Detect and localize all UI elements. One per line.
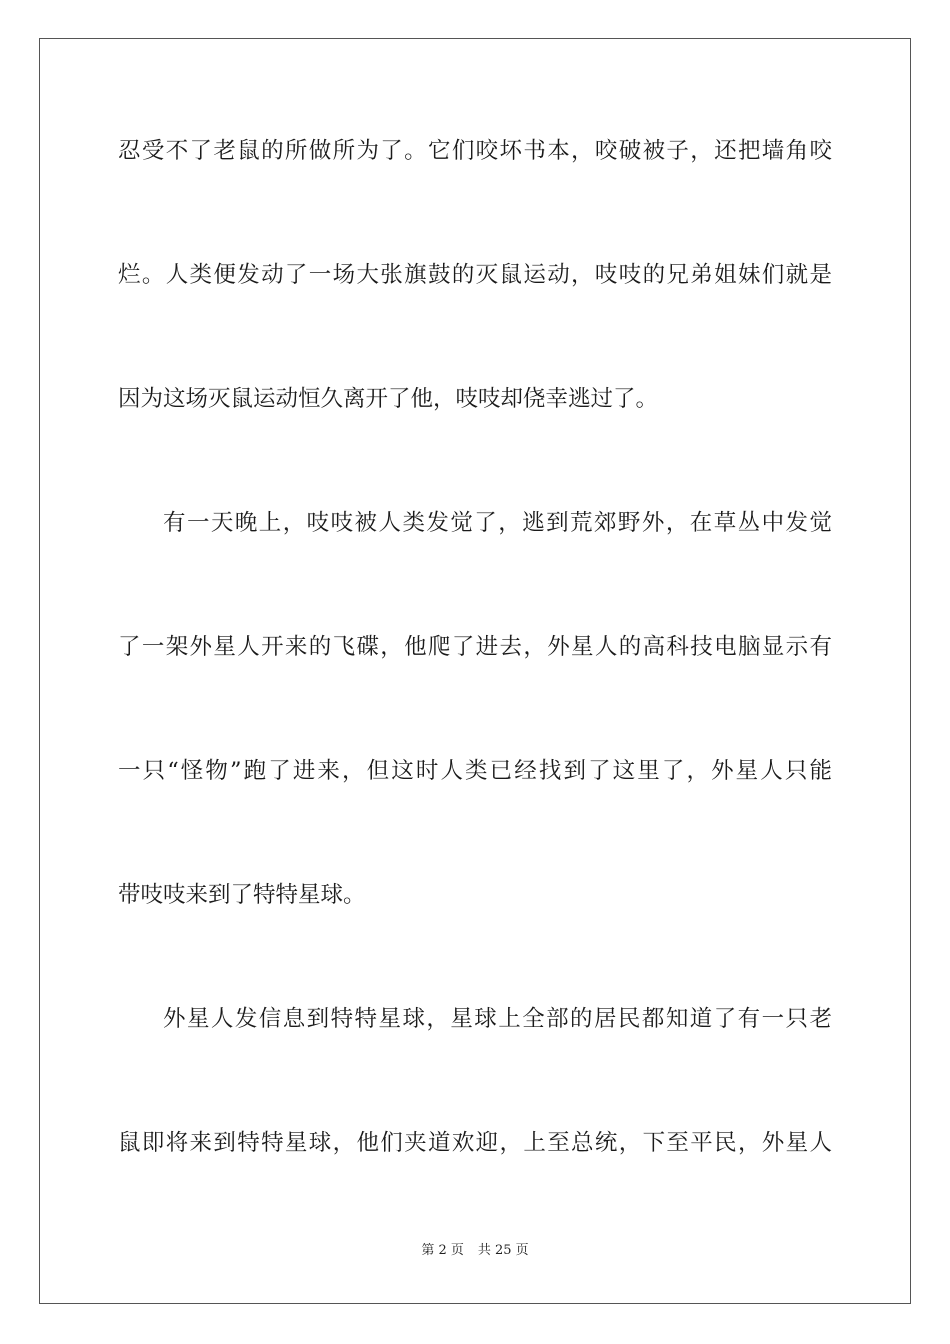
text-line: 鼠即将来到特特星球，他们夹道欢迎，上至总统，下至平民，外星人 [118, 1130, 832, 1156]
paragraph-start-line: 外星人发信息到特特星球，星球上全部的居民都知道了有一只老 [163, 1006, 832, 1032]
page-total: 共 25 页 [477, 1243, 529, 1258]
page-footer [0, 1242, 950, 1260]
text-line: 忍受不了老鼠的所做所为了。它们咬坏书本，咬破被子，还把墙角咬 [118, 138, 832, 164]
text-line: 了一架外星人开来的飞碟，他爬了进去，外星人的高科技电脑显示有 [118, 634, 832, 660]
paragraph-start-line: 有一天晚上，吱吱被人类发觉了，逃到荒郊野外，在草丛中发觉 [163, 510, 832, 536]
page-border [39, 38, 911, 1304]
text-line: 带吱吱来到了特特星球。 [118, 882, 366, 908]
text-line: 因为这场灭鼠运动恒久离开了他，吱吱却侥幸逃过了。 [118, 386, 659, 412]
text-line: 一只“怪物”跑了进来，但这时人类已经找到了这里了，外星人只能 [118, 758, 832, 784]
page-number: 第 2 页 [421, 1243, 464, 1258]
text-line: 烂。人类便发动了一场大张旗鼓的灭鼠运动，吱吱的兄弟姐妹们就是 [118, 262, 832, 288]
